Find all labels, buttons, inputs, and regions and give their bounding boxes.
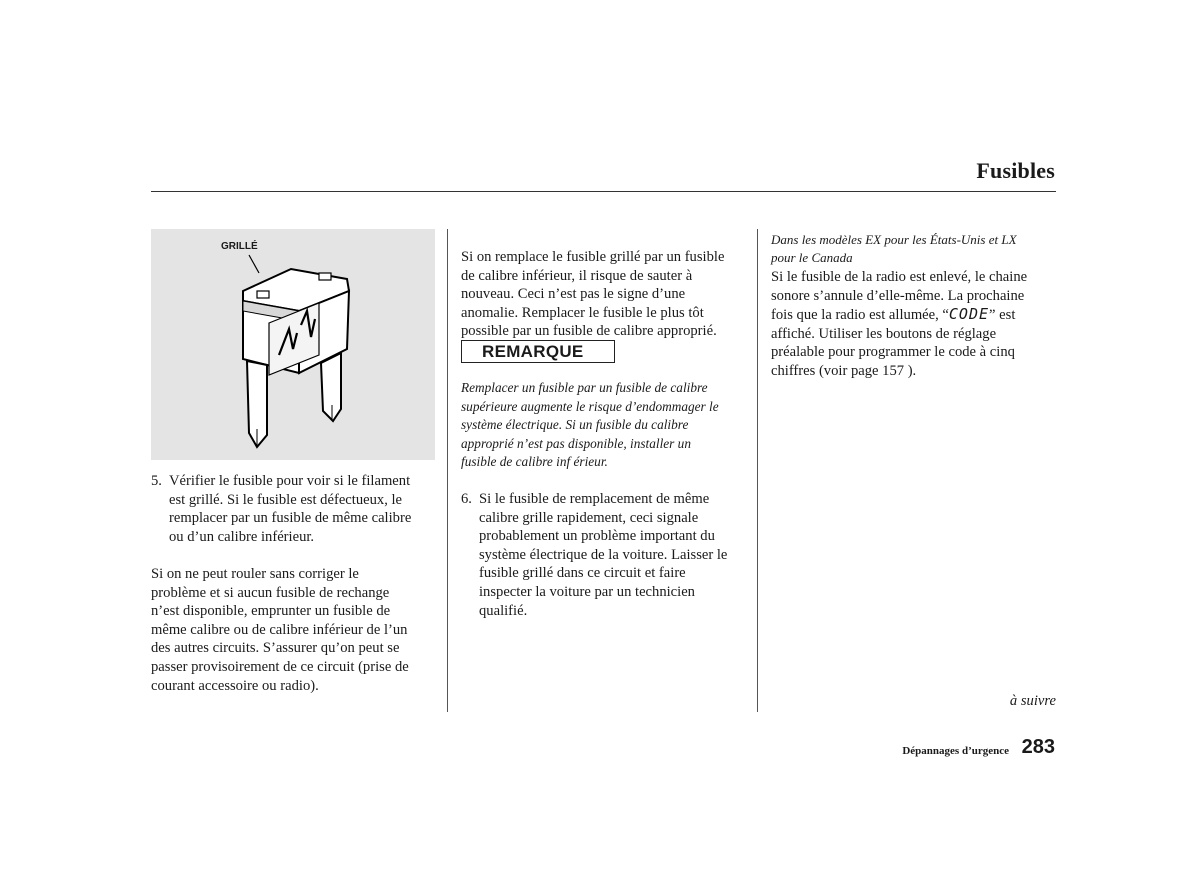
column-divider-right xyxy=(757,229,758,712)
text-line: chiffres (voir page 157 ). xyxy=(771,362,917,379)
text-line: remplacer par un fusible de même calibre xyxy=(169,510,412,527)
text-line: Si on ne peut rouler sans corriger le xyxy=(151,566,359,582)
text-line: Si le fusible de remplacement de même xyxy=(479,491,710,507)
text-segment: fois que la radio est allumée, “ xyxy=(771,307,949,324)
text-line: préalable pour programmer le code à cinq xyxy=(771,344,1015,361)
text-line: n’est disponible, emprunter un fusible de xyxy=(151,603,391,620)
intro-paragraph xyxy=(461,248,753,341)
text-line: des autres circuits. S’assurer qu’on peut se xyxy=(151,640,400,657)
text-line: Dans les modèles EX pour les États-Unis et LX xyxy=(771,232,1017,247)
page-title: Fusibles xyxy=(976,158,1055,183)
text-line: Si le fusible de la radio est enlevé, le chaine xyxy=(771,269,1028,285)
text-line xyxy=(771,305,1061,325)
text-line: probablement un problème important du xyxy=(479,528,715,545)
text-line: inspecter la voiture par un technicien xyxy=(479,583,695,600)
text-line: ou d’un calibre inférieur. xyxy=(169,528,315,545)
text-line: sonore s’annule d’elle-même. La prochaine xyxy=(771,287,1025,304)
step-6-number: 6. xyxy=(461,491,472,507)
radio-code-paragraph xyxy=(771,268,1061,381)
step-5-number: 5. xyxy=(151,473,162,489)
blown-fuse-icon xyxy=(151,229,435,460)
text-line: anomalie. Remplacer le fusible le plus tôt xyxy=(461,304,704,321)
figure-label-blown: GRILLÉ xyxy=(221,241,258,252)
text-line: problème et si aucun fusible de rechange xyxy=(151,584,390,601)
text-line: possible par un fusible de calibre approprié. xyxy=(461,323,717,340)
text-line: fusible grillé dans ce circuit et faire xyxy=(479,565,686,582)
text-line: qualifié. xyxy=(479,602,528,619)
text-line: système électrique. Si un fusible du calibre xyxy=(461,417,689,433)
text-line: courant accessoire ou radio). xyxy=(151,677,319,694)
code-display: CODE xyxy=(948,305,990,324)
text-line: fusible de calibre inf érieur. xyxy=(461,454,608,470)
fuse-illustration xyxy=(151,229,435,460)
text-line: de calibre inférieur, il risque de sauter à xyxy=(461,267,693,284)
text-line: Si on remplace le fusible grillé par un fusible xyxy=(461,249,725,265)
remarque-heading: REMARQUE xyxy=(461,340,615,363)
continued-label: à suivre xyxy=(1009,693,1056,709)
remarque-note xyxy=(461,379,753,472)
text-segment: ” est xyxy=(989,307,1016,324)
text-line: nouveau. Ceci n’est pas le signe d’une xyxy=(461,286,686,303)
text-line: même calibre ou de calibre inférieur de l’un xyxy=(151,621,408,638)
text-line: passer provisoirement de ce circuit (prise de xyxy=(151,658,409,675)
footer-section-title: Dépannages d’urgence xyxy=(902,745,1009,757)
text-line: pour le Canada xyxy=(771,250,853,265)
text-line: système électrique de la voiture. Laisser le xyxy=(479,546,728,563)
page-number: 283 xyxy=(1021,736,1055,758)
text-line: supérieure augmente le risque d’endommager le xyxy=(461,398,719,414)
text-line: Remplacer un fusible par un fusible de calibre xyxy=(461,380,708,395)
text-line: est grillé. Si le fusible est défectueux, le xyxy=(169,491,403,508)
text-line: affiché. Utiliser les boutons de réglage xyxy=(771,325,997,342)
text-line: calibre grille rapidement, ceci signale xyxy=(479,509,699,526)
text-line: Vérifier le fusible pour voir si le filament xyxy=(169,473,411,489)
emergency-paragraph xyxy=(151,565,443,695)
model-applicability xyxy=(771,231,1061,267)
text-line: approprié n’est pas disponible, installer un xyxy=(461,435,691,451)
column-divider-left xyxy=(447,229,448,712)
header-rule xyxy=(151,191,1056,192)
